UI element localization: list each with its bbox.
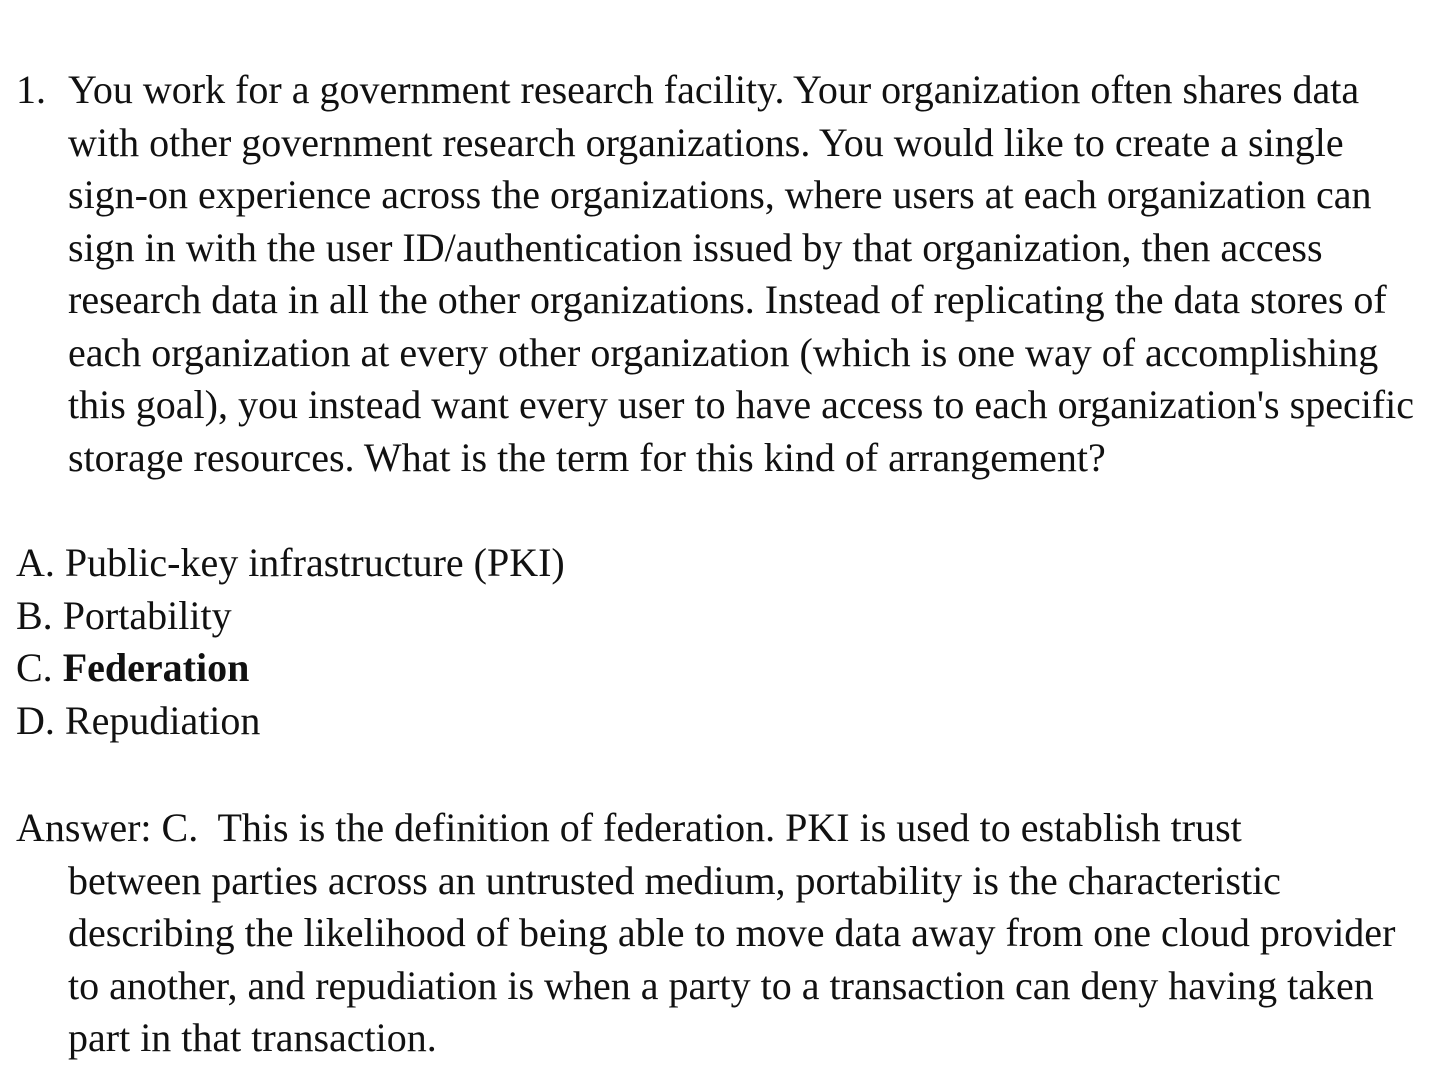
question-number: 1. xyxy=(16,67,46,112)
answer-explanation: between parties across an untrusted medium, portability is the characteristic describing the likelihood of being able to move data away from one cloud provider to another, and repudiation is when a party to a transaction can deny having taken part in that transaction. xyxy=(68,857,1396,1060)
option-d-letter: D. xyxy=(16,697,55,743)
option-b-text: Portability xyxy=(62,592,232,638)
option-b-letter: B. xyxy=(16,592,53,638)
option-d xyxy=(16,695,1426,748)
answer-first-line xyxy=(16,802,1416,855)
question-text: You work for a government research facility. Your organization often shares data with other government research organizations. You would like to create a single sign-on experience across the organizations, where users at each organization can sign in with the user ID/authentication issued by that organization, then access research data in all the other organizations. Instead of replicating the data stores of each organization at every other organization (which is one way of accomplishing this goal), you instead want every user to have access to each organization's specific storage resources. What is the term for this kind of arrangement? xyxy=(68,67,1414,480)
option-b xyxy=(16,590,1426,643)
option-c-letter: C. xyxy=(16,645,53,690)
answer-explanation-start: This is the definition of federation. PKI is used to establish trust xyxy=(217,805,1242,850)
option-a xyxy=(16,537,1426,590)
option-c-text: Federation xyxy=(62,645,250,690)
option-d-text: Repudiation xyxy=(64,697,261,743)
option-a-letter: A. xyxy=(16,540,55,585)
answer-block xyxy=(16,802,1416,1065)
answer-label: Answer: C. xyxy=(16,805,199,850)
options-list xyxy=(16,537,1426,747)
option-c xyxy=(16,642,1426,695)
question-block xyxy=(16,64,1426,484)
option-a-text: Public-key infrastructure (PKI) xyxy=(64,540,565,585)
